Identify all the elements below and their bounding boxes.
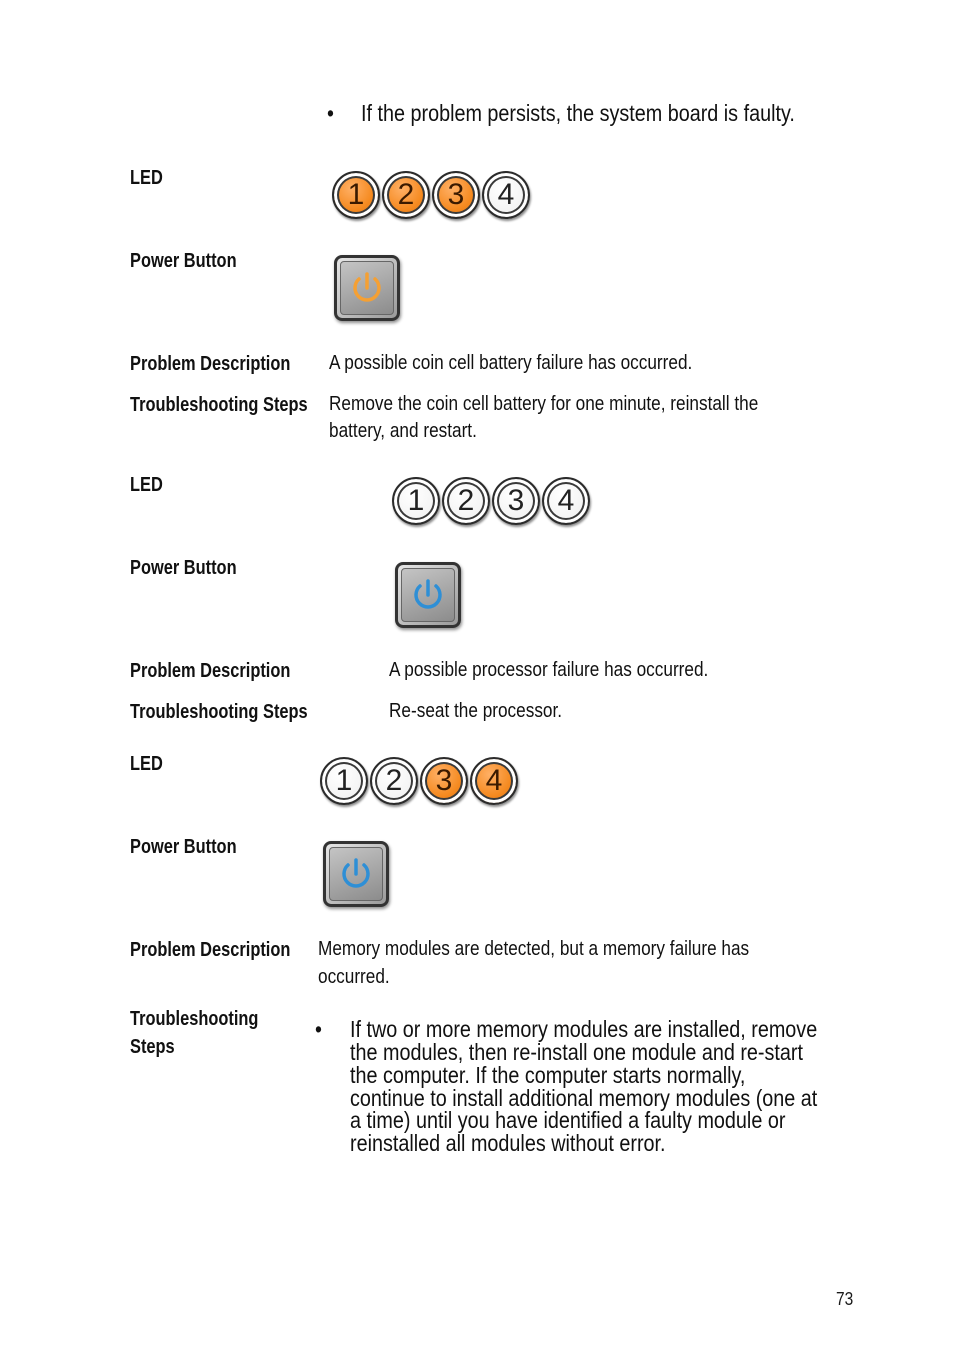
steps-bullet-line: continue to install additional memory modules (one at xyxy=(350,1085,818,1111)
problem-description-label: Problem Description xyxy=(130,939,291,961)
troubleshooting-steps-label: Troubleshooting Steps xyxy=(130,394,308,416)
troubleshooting-steps-line: battery, and restart. xyxy=(329,420,477,442)
problem-description-text: A possible coin cell battery failure has occurred. xyxy=(329,352,693,374)
steps-bullet-line: If two or more memory modules are installed, remove xyxy=(350,1016,818,1042)
troubleshooting-steps-line: Remove the coin cell battery for one minute, reinstall the xyxy=(329,393,759,415)
power-button-label: Power Button xyxy=(130,557,237,579)
troubleshooting-steps-label: Troubleshooting xyxy=(130,1008,259,1030)
led-label: LED xyxy=(130,474,163,496)
problem-description-text: A possible processor failure has occurred. xyxy=(389,659,709,681)
led-label: LED xyxy=(130,167,163,189)
led-3-icon: 3 xyxy=(432,171,480,219)
intro-bullet-text: If the problem persists, the system board is faulty. xyxy=(361,100,795,126)
power-button-label: Power Button xyxy=(130,250,237,272)
led-4-icon: 4 xyxy=(542,477,590,525)
power-button-icon xyxy=(395,562,461,628)
led-label: LED xyxy=(130,753,163,775)
steps-bullet-line: reinstalled all modules without error. xyxy=(350,1130,666,1156)
steps-bullet-line: the computer. If the computer starts normally, xyxy=(350,1062,746,1088)
power-button-icon xyxy=(334,255,400,321)
led-1-icon: 1 xyxy=(332,171,380,219)
power-button-label: Power Button xyxy=(130,836,237,858)
steps-bullet-line: a time) until you have identified a faulty module or xyxy=(350,1107,786,1133)
led-4-icon: 4 xyxy=(470,757,518,805)
page-number: 73 xyxy=(836,1289,854,1309)
problem-description-label: Problem Description xyxy=(130,660,291,682)
problem-description-line: occurred. xyxy=(318,966,390,988)
steps-bullet-symbol: • xyxy=(315,1016,322,1042)
led-4-icon: 4 xyxy=(482,171,530,219)
led-indicator-group xyxy=(392,477,590,525)
problem-description-line: Memory modules are detected, but a memory failure has xyxy=(318,938,750,960)
led-1-icon: 1 xyxy=(320,757,368,805)
led-indicator-group xyxy=(320,757,518,805)
led-2-icon: 2 xyxy=(442,477,490,525)
troubleshooting-steps-label: Steps xyxy=(130,1036,175,1058)
led-2-icon: 2 xyxy=(382,171,430,219)
troubleshooting-steps-text: Re-seat the processor. xyxy=(389,700,563,722)
troubleshooting-steps-label: Troubleshooting Steps xyxy=(130,701,308,723)
led-3-icon: 3 xyxy=(420,757,468,805)
led-3-icon: 3 xyxy=(492,477,540,525)
led-1-icon: 1 xyxy=(392,477,440,525)
problem-description-label: Problem Description xyxy=(130,353,291,375)
steps-bullet-line: the modules, then re-install one module and re-start xyxy=(350,1039,803,1065)
led-2-icon: 2 xyxy=(370,757,418,805)
power-button-icon xyxy=(323,841,389,907)
intro-bullet-symbol: • xyxy=(327,100,334,126)
led-indicator-group xyxy=(332,171,530,219)
